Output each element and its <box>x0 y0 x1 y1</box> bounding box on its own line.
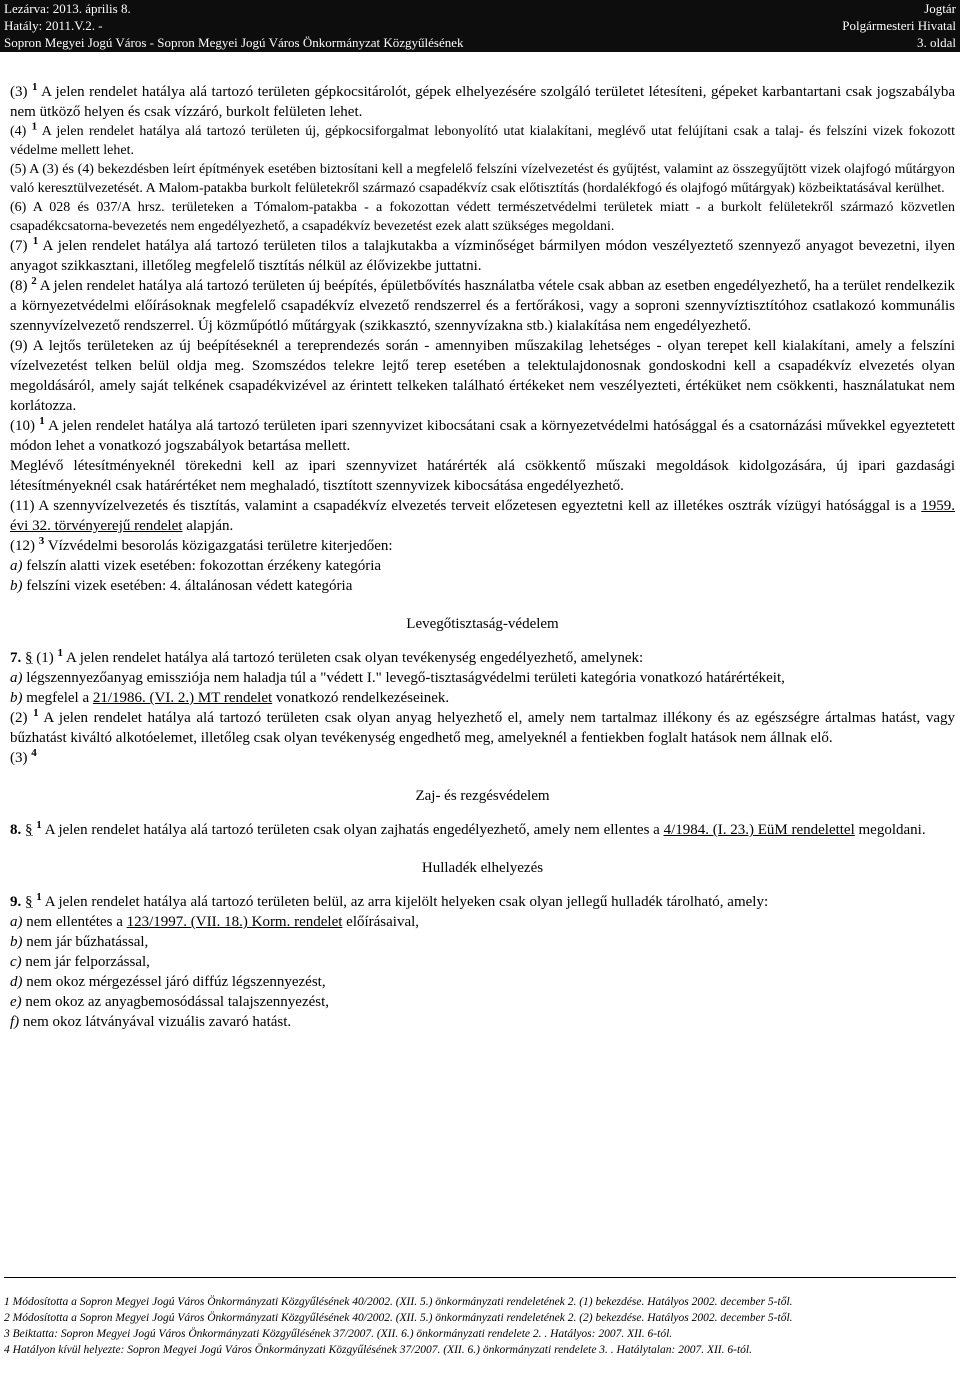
document-body <box>10 82 955 1032</box>
paragraph-10-continued: Meglévő létesítményeknél törekedni kell az ipari szennyvizet határérték alá csökkentő műszaki megoldások kidolgozására, új ipari gazdasági létesítményeknél csak határértéket nem meghaladó, tisztított szennyvizek kibocsátása engedélyezhető. <box>10 458 955 494</box>
paragraph-12 <box>10 536 955 556</box>
footnote-ref[interactable]: 1 <box>32 235 39 247</box>
law-link[interactable]: 21/1986. (VI. 2.) MT rendelet <box>92 690 273 706</box>
list-item <box>10 992 955 1012</box>
footnote-ref[interactable]: 1 <box>31 81 38 93</box>
list-item <box>10 972 955 992</box>
item-label: f) <box>10 1014 20 1030</box>
item-label: a) <box>10 670 23 686</box>
paragraph-text: A jelen rendelet hatálya alá tartozó területen új, gépkocsiforgalmat lebonyolító utat kialakítani, meglévő utat felújítani csak a talaj- és felszíni vizek fokozott védelme mellett lehet. <box>10 124 955 158</box>
item-label: b) <box>10 690 23 706</box>
paragraph-7 <box>10 236 955 276</box>
item-label: c) <box>10 954 22 970</box>
paragraph-number: (7) <box>10 238 28 254</box>
paragraph-number: (3) <box>10 750 28 766</box>
footnote-ref[interactable]: 1 <box>36 819 42 831</box>
section-9 <box>10 892 955 912</box>
item-label: b) <box>10 578 23 594</box>
section-heading-air: Levegőtisztaság-védelem <box>406 616 559 632</box>
footnote-ref[interactable]: 1 <box>36 891 42 903</box>
item-text: nem ellentétes a <box>26 914 123 930</box>
footnote-ref[interactable]: 4 <box>31 747 37 759</box>
header-right <box>842 0 956 51</box>
item-text: nem jár bűzhatással, <box>26 934 149 950</box>
item-label: e) <box>10 994 22 1010</box>
paragraph-8 <box>10 276 955 336</box>
section-7 <box>10 648 955 668</box>
list-item <box>10 912 955 932</box>
section-7-paragraph-3 <box>10 748 955 768</box>
item-label: d) <box>10 974 23 990</box>
item-label: b) <box>10 934 23 950</box>
paragraph-text: Vízvédelmi besorolás közigazgatási területre kiterjedően: <box>47 538 393 554</box>
paragraph-number: (3) <box>10 84 28 100</box>
paragraph-text: megoldani. <box>858 822 926 838</box>
list-item <box>10 952 955 972</box>
section-number: 9. <box>10 894 22 910</box>
paragraph-text: (11) A szennyvízelvezetés és tisztítás, valamint a csapadékvíz elvezetés terveit előzetesen egyeztetni kell az illetékes osztrák vízügyi hatósággal is a <box>10 498 917 514</box>
footnote-ref[interactable]: 1 <box>33 707 39 719</box>
section-8 <box>10 820 955 840</box>
header-issuer: Sopron Megyei Jogú Város - Sopron Megyei Jogú Város Önkormányzat Közgyűlésének <box>4 35 464 50</box>
item-text: vonatkozó rendelkezéseinek. <box>275 690 450 706</box>
section-heading-waste: Hulladék elhelyezés <box>421 860 544 876</box>
law-link[interactable]: 1959. évi 32. törvényerejű rendelet <box>10 498 955 534</box>
paragraph-4 <box>10 122 955 160</box>
item-text: nem jár felporzással, <box>25 954 150 970</box>
item-text: megfelel a <box>26 690 90 706</box>
footnote-4: 4 Hatályon kívül helyezte: Sopron Megyei Jogú Város Önkormányzati Közgyűlésének 37/2007. (XII. 6.) önkormányzati rendelete 3. . Hatálytalan: 2007. XII. 6-tól. <box>4 1344 752 1356</box>
section-heading-noise: Zaj- és rezgésvédelem <box>415 788 550 804</box>
paragraph-text: A jelen rendelet hatálya alá tartozó területen tilos a talajkutakba a vízminőséget bármilyen módon veszélyeztető szennyező anyagot bevezetni, ilyen anyagot szikkasztani, illetőleg megfelelő tisztítás nélkül az élővizekbe juttatni. <box>10 238 955 274</box>
item-text: felszíni vizek esetében: 4. általánosan védett kategória <box>26 578 353 594</box>
paragraph-text: alapján. <box>186 518 234 534</box>
header-validity: Hatály: 2011.V.2. - <box>4 18 103 33</box>
item-text: nem okoz mérgezéssel járó diffúz légszennyezést, <box>26 974 326 990</box>
paragraph-text: A jelen rendelet hatálya alá tartozó területen csak olyan tevékenység engedélyezhető, amelynek: <box>65 650 644 666</box>
section-link[interactable]: § <box>25 894 33 910</box>
paragraph-9: (9) A lejtős területeken az új beépítéseknél a tereprendezés során - amennyiben műszakilag lehetséges - olyan terepet kell kialakítani, amely a felszíni vízelvezetést telken belül oldja meg. Szomszédos telekre lejtő terep esetében a telektulajdonosnak gondoskodni kell a csapadékvíz elvezetés olyan megoldásáról, amely saját telkének csapadékvizével az érintett telkeken található értékeket nem veszélyezteti, értéküket nem csökkenti, használatukat nem korlátozza. <box>10 338 955 414</box>
law-link[interactable]: 4/1984. (I. 23.) EüM rendelettel <box>663 822 855 838</box>
paragraph-number: (4) <box>10 124 27 139</box>
footnotes <box>4 1277 956 1358</box>
header-page-number: 3. oldal <box>917 35 956 50</box>
paragraph-number: (1) <box>36 650 54 666</box>
header-product: Jogtár <box>924 1 956 16</box>
footnote-ref[interactable]: 2 <box>31 275 37 287</box>
section-link[interactable]: § <box>25 822 33 838</box>
footnote-ref[interactable]: 1 <box>57 647 63 659</box>
paragraph-10 <box>10 416 955 456</box>
footnote-ref[interactable]: 1 <box>31 120 38 133</box>
footnote-3: 3 Beiktatta: Sopron Megyei Jogú Város Önkormányzati Közgyűlésének 37/2007. (XII. 6.) önkormányzati rendelete 2. . Hatályos: 2007. XII. 6-tól. <box>4 1328 673 1340</box>
section-link[interactable]: § <box>25 650 33 666</box>
list-item <box>10 556 955 576</box>
footnote-2: 2 Módosította a Sopron Megyei Jogú Város Önkormányzati Közgyűlésének 40/2002. (XII. 5.) önkormányzati rendeletének 2. (2) bekezdése. Hatályos 2002. december 5-től. <box>4 1312 793 1324</box>
paragraph-number: (10) <box>10 418 35 434</box>
paragraph-text: A jelen rendelet hatálya alá tartozó területen ipari szennyvizet kibocsátani csak a környezetvédelmi hatósággal és a csatornázási művekkel egyeztetett módon lehet a vonatkozó jogszabályok betartása mellett. <box>10 418 955 454</box>
paragraph-text: A jelen rendelet hatálya alá tartozó területen belül, az arra kijelölt helyeken csak olyan jellegű hulladék tárolható, amely: <box>44 894 769 910</box>
section-7-paragraph-2 <box>10 708 955 748</box>
paragraph-text: A jelen rendelet hatálya alá tartozó területen gépkocsitárolót, gépek elhelyezésére szolgáló területet létesíteni, gépeket karbantartani csak jogszabályba nem ütköző helyen és csak vízzáró, burkolt felületen lehet. <box>10 84 955 120</box>
header-left <box>4 0 464 51</box>
list-item <box>10 1012 955 1032</box>
paragraph-11 <box>10 496 955 536</box>
paragraph-text: A jelen rendelet hatálya alá tartozó területen csak olyan anyag helyezhető el, amely nem tartalmaz illékony és az egészségre ártalmas hatást, vagy bűzhatást kiváltó alkotóelemet, illetőleg csak olyan tevékenység engedhető meg, amelyeknél a fentiekben foglalt hatások nem állnak elő. <box>10 710 955 746</box>
header-closed-date: Lezárva: 2013. április 8. <box>4 1 131 16</box>
section-number: 7. <box>10 650 22 666</box>
footnote-ref[interactable]: 1 <box>39 415 45 427</box>
paragraph-6: (6) A 028 és 037/A hrsz. területeken a Tómalom-patakba - a fokozottan védett természetvédelmi területek miatt - a burkolt felületekről származó közvetlen csapadékcsatorna-bevezetés nem engedélyezhető, a csapadékvíz bevezetést ezek alatt szükséges megoldani. <box>10 200 955 234</box>
law-link[interactable]: 123/1997. (VII. 18.) Korm. rendelet <box>126 914 343 930</box>
paragraph-text: A jelen rendelet hatálya alá tartozó területen új beépítés, épületbővítés használatba vétele csak abban az esetben engedélyezhető, ha a terület rendelkezik a környezetvédelmi előírásoknak megfelelő csapadékvíz elvezető rendszerrel és a fertőrákosi, vagy a soproni szennyvíztisztítóhoz csatlakozó kommunális szennyvízelvezető rendszerrel. Új közműpótló műtárgyak (szikkasztó, szennyvízakna stb.) kialakítása nem engedélyezhető. <box>10 278 956 334</box>
page-header <box>0 0 960 52</box>
list-item <box>10 932 955 952</box>
item-text: felszín alatti vizek esetében: fokozottan érzékeny kategória <box>26 558 382 574</box>
paragraph-number: (2) <box>10 710 28 726</box>
list-item <box>10 576 955 596</box>
footnote-ref[interactable]: 3 <box>38 535 45 547</box>
paragraph-3 <box>10 82 955 122</box>
section-number: 8. <box>10 822 22 838</box>
paragraph-text: A jelen rendelet hatálya alá tartozó területen csak olyan zajhatás engedélyezhető, amely nem ellentes a <box>44 822 660 838</box>
item-text: nem okoz az anyagbemosódással talajszennyezést, <box>25 994 330 1010</box>
header-office: Polgármesteri Hivatal <box>842 18 956 33</box>
item-text: légszennyezőanyag emissziója nem haladja túl a "védett I." levegő-tisztaságvédelmi területi kategória vonatkozó határértékeit, <box>26 670 785 686</box>
paragraph-number: (12) <box>10 538 35 554</box>
item-text: nem okoz látványával vizuális zavaró hatást. <box>22 1014 292 1030</box>
list-item <box>10 688 955 708</box>
item-text: előírásaival, <box>346 914 420 930</box>
list-item <box>10 668 955 688</box>
footnote-1: 1 Módosította a Sopron Megyei Jogú Város Önkormányzati Közgyűlésének 40/2002. (XII. 5.) önkormányzati rendeletének 2. (1) bekezdése. Hatályos 2002. december 5-től. <box>4 1296 793 1308</box>
item-label: a) <box>10 914 23 930</box>
paragraph-5: (5) A (3) és (4) bekezdésben leírt építmények esetében biztosítani kell a megfelelő felszíni vízelvezetést és gyűjtést, valamint az összegyűjtött vizek olajfogó műtárgyon való keresztülvezetését. A Malom-patakba burkolt felületekről származó csapadékvíz csak előtisztítás (hordalékfogó és olajfogó műtárgyak) közbeiktatásával kerülhet. <box>10 162 955 196</box>
paragraph-number: (8) <box>10 278 28 294</box>
item-label: a) <box>10 558 23 574</box>
